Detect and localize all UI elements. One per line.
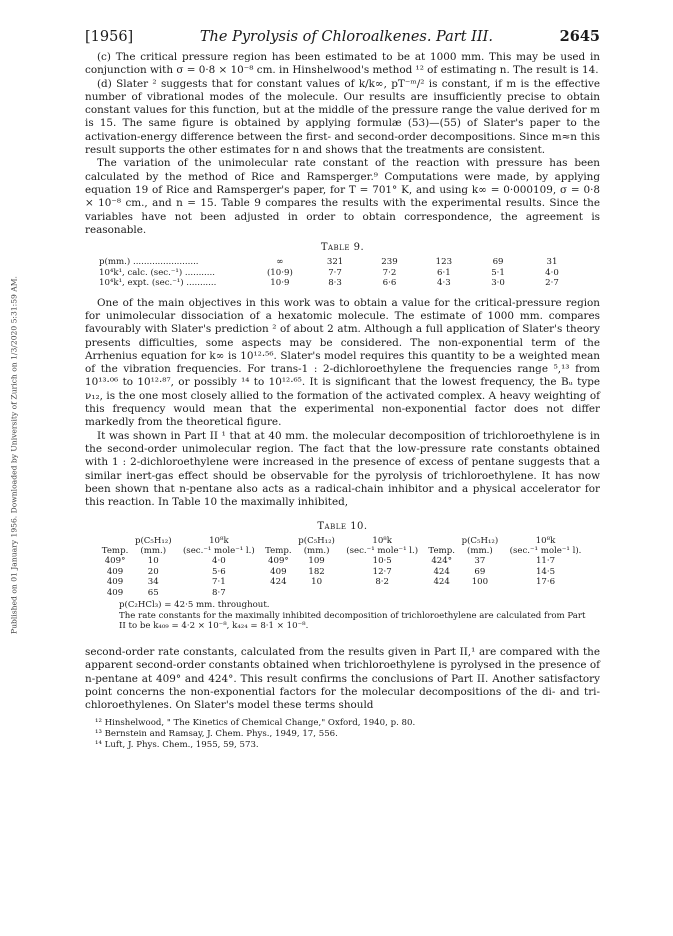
table-10-note-rates: The rate constants for the maximally inhibited decomposition of trichloroethylene are calculated from Part II to be k₄₀₉ = 4·2 × 10⁻⁸, k₄₂₄ = 8·1 × 10⁻⁸. xyxy=(119,610,586,632)
table-cell: 12·7 xyxy=(372,566,392,577)
table-9 xyxy=(99,257,579,289)
download-watermark xyxy=(8,150,20,760)
table-cell: 4·0 xyxy=(545,267,559,278)
table-cell: 8·7 xyxy=(212,587,226,598)
table-cell: 69 xyxy=(492,257,504,268)
column-header: 10⁸k xyxy=(372,536,392,547)
table-cell: 409 xyxy=(106,587,124,598)
footnote-13: ¹³ Bernstein and Ramsay, J. Chem. Phys., 1949, 17, 556. xyxy=(95,728,338,739)
footnotes xyxy=(85,718,600,750)
table-cell: 10·9 xyxy=(270,278,290,289)
page xyxy=(85,28,600,750)
table-cell: 100 xyxy=(471,577,489,588)
table-cell: 424° xyxy=(431,556,453,567)
column-header: 10⁸k xyxy=(209,536,229,547)
table-cell: 4·3 xyxy=(437,278,451,289)
table-cell: 5·6 xyxy=(212,566,226,577)
column-header xyxy=(262,536,294,546)
table-cell: 424 xyxy=(433,577,450,588)
column-header: (mm.) xyxy=(467,546,493,557)
table-cell xyxy=(458,588,502,599)
table-row xyxy=(99,567,589,578)
table-cell: 8·2 xyxy=(375,577,390,588)
row-label: 10⁴k¹, expt. (sec.⁻¹) ........... xyxy=(99,278,217,289)
paragraph-c: (c) The critical pressure region has been estimated to be at 1000 mm. This may be used in conjunction with σ = 0·8 × 10⁻⁸ cm. in Hinshelwood's method ¹² of estimating n. The result is 14. xyxy=(85,51,600,77)
table-cell xyxy=(294,588,338,599)
table-10 xyxy=(99,536,589,598)
table-cell: 14·5 xyxy=(535,566,556,577)
header-year: [1956] xyxy=(85,29,134,45)
table-cell xyxy=(502,588,589,599)
paragraph-second-order: second-order rate constants, calculated from the results given in Part II,¹ are compared with the apparent second-order constants obtained when trichloroethylene is pyrolysed in the presence of n-pentane at 409° and 424°. This result confirms the conclusions of Part II. Another satisfactory point concerns the non-exponential factors for the molecular decompositions of the di- and tri-chloroethylenes. On Slater's model these terms should xyxy=(85,645,600,712)
table-cell: 7·2 xyxy=(382,267,397,278)
table-cell: 65 xyxy=(147,587,159,598)
table-row xyxy=(99,268,579,279)
table-cell: 3·0 xyxy=(491,278,505,289)
paragraph-d: (d) Slater ² suggests that for constant values of k/k∞, pT⁻ᵐ/² is constant, if m is the effective number of vibrational modes of the molecule. Our results are insufficiently precise to obtain constant values for this function, but at the middle of the pressure range the value derived for m is 15. The same figure is obtained by applying formulæ (53)—(55) of Slater's paper to the activation-energy difference between the first- and second-order decompositions. Since m≈n this result supports the other estimates for n and shows that the treatments are consistent. xyxy=(85,77,600,157)
footnote-14: ¹⁴ Luft, J. Phys. Chem., 1955, 59, 573. xyxy=(95,739,259,750)
table-cell: 409° xyxy=(104,556,126,567)
column-header: p(C₅H₁₂) xyxy=(461,536,499,547)
table-cell: 182 xyxy=(308,566,325,577)
paragraph-objectives: One of the main objectives in this work was to obtain a value for the critical-pressure region for unimolecular dissociation of a hexatomic molecule. The estimate of 1000 mm. compares favourably with Slater's prediction ² of about 2 atm. Although a full application of Slater's theory presents difficulties, some aspects may be considered. The non-exponential term of the Arrhenius equation for k∞ is 10¹²·⁵⁶. Slater's model requires this quantity to be a weighted mean of the vibration frequencies. For trans-1 : 2-dichloroethylene the frequencies range ⁵,¹³ from 10¹³·⁰⁶ to 10¹²·⁸⁷, or possibly ¹⁴ to 10¹²·⁶⁵. It is significant that the lowest frequency, the Bᵤ type ν₁₂, is the one most closely allied to the formation of the activated complex. A heavy weighting of this frequency would mean that the experimental non-exponential factor does not differ markedly from the theoretical figure. xyxy=(85,296,600,429)
column-header: Temp. xyxy=(101,546,129,557)
table-9-caption: Table 9. xyxy=(320,242,365,254)
table-cell: 5·1 xyxy=(491,267,505,278)
table-cell xyxy=(426,588,458,599)
table-cell: 10·5 xyxy=(372,556,392,567)
table-row xyxy=(99,257,579,268)
column-header: p(C₅H₁₂) xyxy=(298,536,335,547)
table-cell: 11·7 xyxy=(535,556,556,567)
column-header: 10⁸k xyxy=(535,536,556,547)
table-row xyxy=(99,577,589,588)
table-cell xyxy=(262,588,294,599)
paragraph-rate-variation: The variation of the unimolecular rate constant of the reaction with pressure has been calculated by the method of Rice and Ramsperger.⁹ Computations were made, by applying equation 19 of Rice and Ramsperger's paper, for T = 701° K, and using k∞ = 0·000109, σ = 0·8 × 10⁻⁸ cm., and n = 15. Table 9 compares the results with the experimental results. Since the variables have not been adjusted in order to obtain correspondence, the agreement is reasonable. xyxy=(85,157,600,236)
row-label: p(mm.) ........................ xyxy=(99,257,199,268)
table-cell: ∞ xyxy=(276,257,284,268)
table-cell: 2·7 xyxy=(545,278,559,289)
running-header xyxy=(85,28,600,45)
column-header: Temp. xyxy=(428,546,455,557)
table-cell: 20 xyxy=(147,566,159,577)
column-header: (sec.⁻¹ mole⁻¹ l.) xyxy=(182,546,255,557)
column-header: Temp. xyxy=(265,546,292,557)
table-cell: 7·7 xyxy=(328,267,342,278)
table-cell: 239 xyxy=(381,257,398,268)
table-cell: 17·6 xyxy=(535,577,556,588)
table-cell: 109 xyxy=(308,556,325,567)
paragraph-part-two: It was shown in Part II ¹ that at 40 mm. the molecular decomposition of trichloroethylene is in the second-order unimolecular region. The fact that the low-pressure rate constants obtained with 1 : 2-dichloroethylene were increased in the presence of excess of pentane suggests that a similar inert-gas effect should be observable for the pyrolysis of trichloroethylene. It has now been shown that n-pentane also acts as a radical-chain inhibitor and a physical accelerator for this reaction. In Table 10 the maximally inhibited, xyxy=(85,429,600,509)
table-cell: 321 xyxy=(326,257,344,268)
column-header: (mm.) xyxy=(140,546,167,557)
table-cell: 4·0 xyxy=(212,556,226,567)
table-row xyxy=(99,556,589,567)
table-cell: 31 xyxy=(546,257,558,268)
column-header xyxy=(426,536,458,546)
table-cell: 34 xyxy=(147,577,159,588)
table-cell: 8·3 xyxy=(328,278,342,289)
column-header xyxy=(99,536,131,546)
table-cell: 69 xyxy=(474,566,486,577)
table-cell xyxy=(339,588,426,599)
table-row xyxy=(99,588,589,599)
table-cell: 409 xyxy=(270,566,287,577)
page-number: 2645 xyxy=(559,28,600,45)
table-cell: (10·9) xyxy=(266,267,293,278)
table-cell: 6·1 xyxy=(437,267,451,278)
column-header: (sec.⁻¹ mole⁻¹ l.) xyxy=(346,546,419,557)
table-cell: 409 xyxy=(106,566,124,577)
table-row xyxy=(99,278,579,289)
table-cell: 10 xyxy=(311,577,323,588)
table-10-note-pressure: p(C₂HCl₃) = 42·5 mm. throughout. xyxy=(119,600,270,611)
table-cell: 37 xyxy=(474,556,486,567)
footnote-12: ¹² Hinshelwood, " The Kinetics of Chemical Change," Oxford, 1940, p. 80. xyxy=(95,718,416,729)
watermark-text: Published on 01 January 1956. Downloaded by University of Zurich on 1/3/2020 5:31:59 AM. xyxy=(9,276,19,634)
table-cell: 424 xyxy=(433,566,450,577)
column-header: (sec.⁻¹ mole⁻¹ l). xyxy=(509,546,582,557)
table-cell: 424 xyxy=(270,577,287,588)
table-cell: 6·6 xyxy=(382,278,397,289)
table-cell: 7·1 xyxy=(212,577,226,588)
header-title: The Pyrolysis of Chloroalkenes. Part III. xyxy=(199,29,493,45)
row-label: 10⁴k¹, calc. (sec.⁻¹) ........... xyxy=(99,267,215,278)
table-header-row xyxy=(99,536,589,546)
table-header-row xyxy=(99,546,589,556)
table-cell: 123 xyxy=(435,257,453,268)
table-10-caption: Table 10. xyxy=(317,521,368,533)
column-header: (mm.) xyxy=(303,546,330,557)
column-header: p(C₅H₁₂) xyxy=(134,536,172,547)
table-cell: 10 xyxy=(147,556,159,567)
table-cell: 409° xyxy=(268,556,289,567)
table-cell: 409 xyxy=(106,577,124,588)
